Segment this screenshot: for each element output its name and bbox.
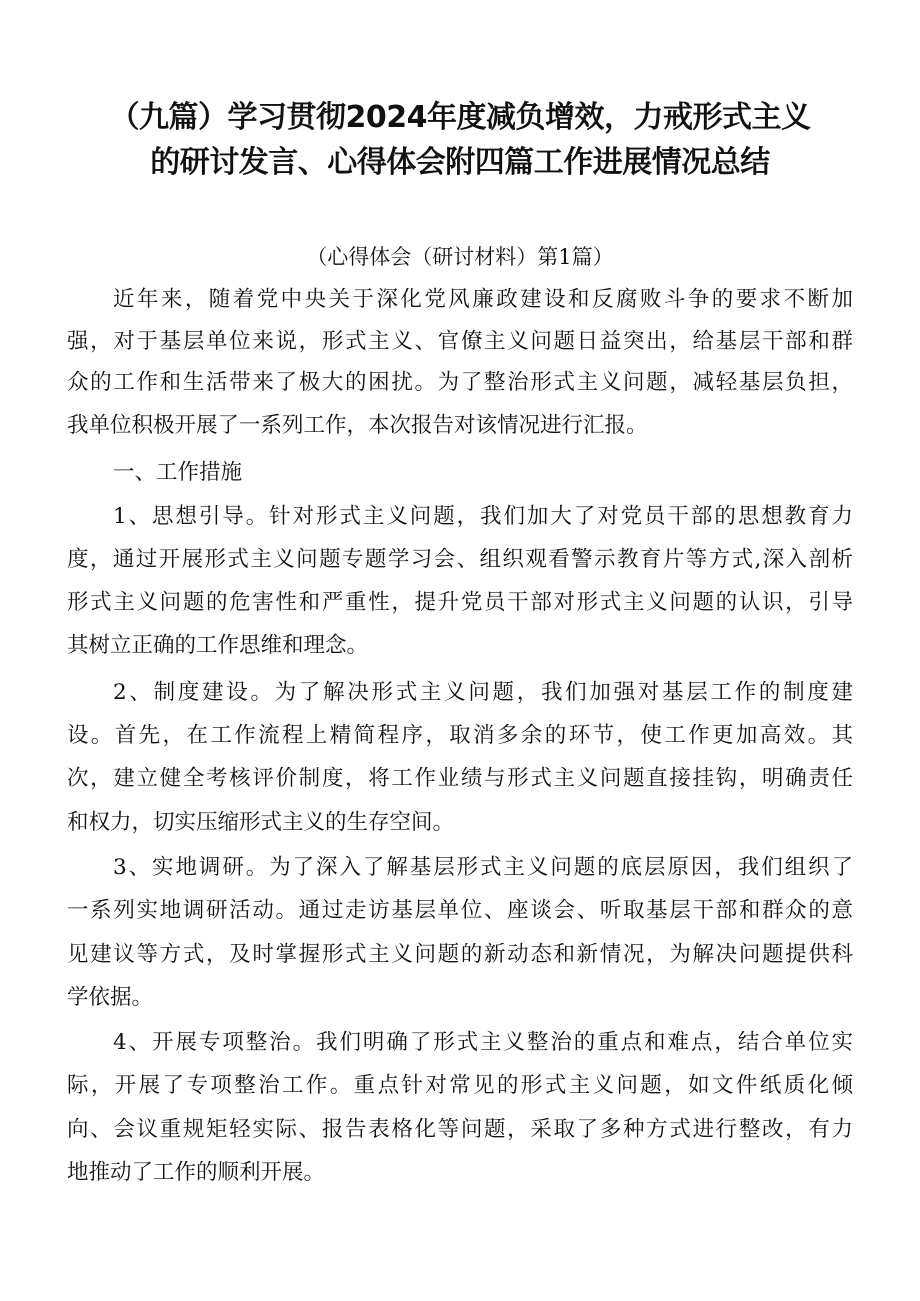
paragraph-line: 际，开展了专项整治工作。重点针对常见的形式主义问题，如文件纸质化倾 <box>67 1073 853 1098</box>
paragraph-line: 我单位积极开展了一系列工作，本次报告对该情况进行汇报。 <box>67 413 648 438</box>
paragraph-line: 度，通过开展形式主义问题专题学习会、组织观看警示教育片等方式,深入剖析 <box>67 547 853 572</box>
paragraph-line: 次，建立健全考核评价制度，将工作业绩与形式主义问题直接挂钩，明确责任 <box>67 766 853 791</box>
paragraph-line: 地推动了工作的顺利开展。 <box>67 1160 326 1185</box>
paragraph-line: 4、开展专项整治。我们明确了形式主义整治的重点和难点，结合单位实 <box>113 1030 853 1055</box>
paragraph-line: 一系列实地调研活动。通过走访基层单位、座谈会、听取基层干部和群众的意 <box>67 898 853 923</box>
paragraph-line: 设。首先，在工作流程上精简程序，取消多余的环节，使工作更加高效。其 <box>67 723 853 748</box>
paragraph-line: 强，对于基层单位来说，形式主义、官僚主义问题日益突出，给基层干部和群 <box>67 329 853 354</box>
paragraph-line: 见建议等方式，及时掌握形式主义问题的新动态和新情况，为解决问题提供科 <box>67 942 853 967</box>
paragraph-line: 和权力，切实压缩形式主义的生存空间。 <box>67 810 455 835</box>
document-subtitle: （心得体会（研讨材料）第1篇） <box>306 245 614 269</box>
paragraph-line: 3、实地调研。为了深入了解基层形式主义问题的底层原因，我们组织了 <box>113 855 853 880</box>
paragraph-line: 众的工作和生活带来了极大的困扰。为了整治形式主义问题，减轻基层负担， <box>67 370 853 395</box>
paragraph-line: 学依据。 <box>67 985 154 1010</box>
document-title-line-2: 的研讨发言、心得体会附四篇工作进展情况总结 <box>150 145 770 180</box>
paragraph-line: 其树立正确的工作思维和理念。 <box>67 633 369 658</box>
paragraph-line: 1、思想引导。针对形式主义问题，我们加大了对党员干部的思想教育力 <box>113 504 853 529</box>
paragraph-line: 形式主义问题的危害性和严重性，提升党员干部对形式主义问题的认识，引导 <box>67 590 853 615</box>
document-title-line-1: （九篇）学习贯彻2024年度减负增效，力戒形式主义 <box>109 100 811 135</box>
paragraph-line: 近年来，随着党中央关于深化党风廉政建设和反腐败斗争的要求不断加 <box>113 287 853 312</box>
section-heading: 一、工作措施 <box>113 460 243 485</box>
paragraph-line: 2、制度建设。为了解决形式主义问题，我们加强对基层工作的制度建 <box>113 680 853 705</box>
paragraph-line: 向、会议重规矩轻实际、报告表格化等问题，采取了多种方式进行整改，有力 <box>67 1117 853 1142</box>
